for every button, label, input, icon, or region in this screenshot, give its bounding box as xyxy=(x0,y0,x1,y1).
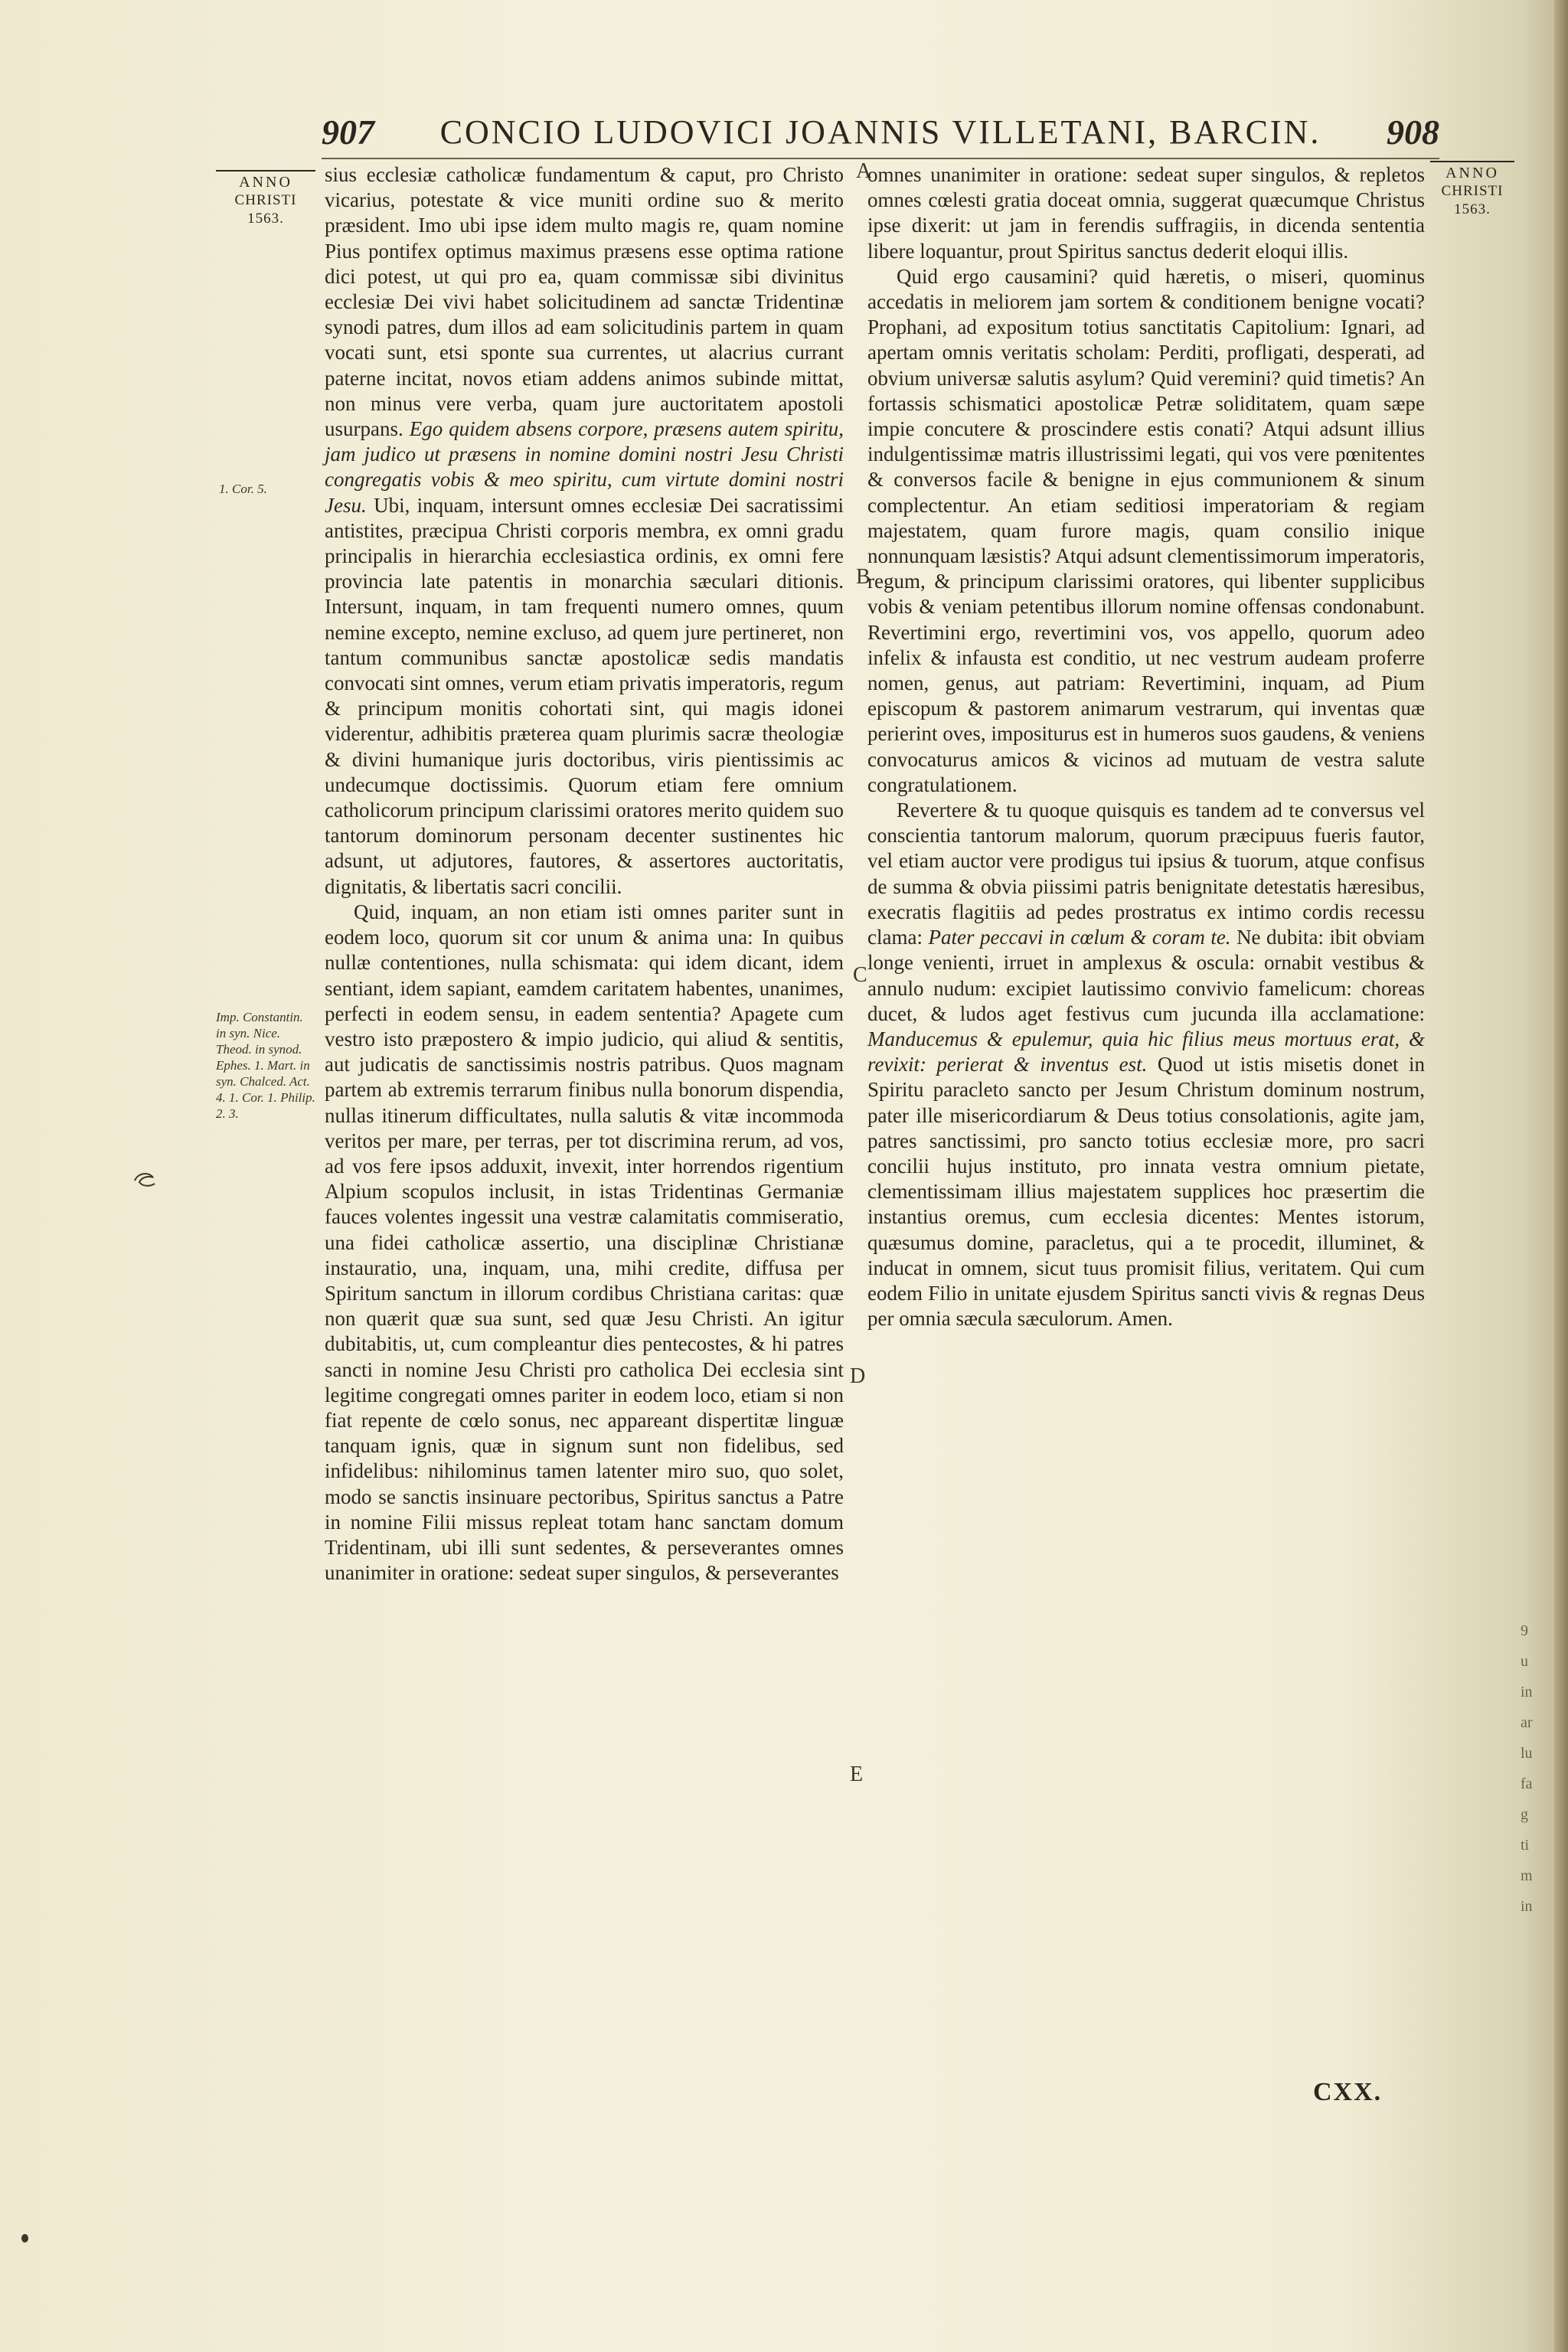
quote-corinthians: Ego quidem absens corpore, præsens autem spiritu, jam judico ut præsens in nomine domini nostri Jesu Christi congregatis vobis & meo spiritu, cum virtute domini nostri Jesu. xyxy=(325,417,844,517)
running-title: CONCIO LUDOVICI JOANNIS VILLETANI, BARCIN. xyxy=(439,113,1321,151)
page-number-right: 908 xyxy=(1387,112,1439,152)
book-binding-edge xyxy=(1554,0,1568,2352)
anno-christi-right: ANNO CHRISTI 1563. xyxy=(1430,161,1514,219)
section-letter-d: D xyxy=(850,1364,866,1388)
bleed-through-edge-text: 9 u in ar lu fa g ti m in xyxy=(1521,1622,1533,1915)
ink-mark-icon xyxy=(132,1170,158,1190)
quote-manducemus: Manducemus & epulemur, quia hic filius meus mortuus erat, & revixit: perierat & inventus est. xyxy=(867,1027,1425,1076)
section-letter-a: A xyxy=(856,159,872,183)
right-text-column xyxy=(867,162,1425,1331)
ink-dot xyxy=(21,2234,28,2243)
section-letter-b: B xyxy=(856,565,871,589)
margin-note-councils: Imp. Constantin. in syn. Nice. Theod. in synod. Ephes. 1. Mart. in syn. Chalced. Act. 4. 1. Cor. 1. Philip. 2. 3. xyxy=(216,1010,315,1121)
quote-pater-peccavi: Pater peccavi in cœlum & coram te. xyxy=(928,926,1231,949)
left-text-column xyxy=(325,162,844,1586)
header-rule xyxy=(322,158,1439,159)
left-paragraph-2: Quid, inquam, an non etiam isti omnes pariter sunt in eodem loco, quorum sit cor unum & anima una: In quibus nullæ contentiones, nulla schismata: qui idem dicant, idem sentiant, idem sapiant, eamdem caritatem habentes, unanimes, perfecti in eodem sensu, in eadem sententia? Apagete cum vestro isto præpostero & impio judicio, qui aliud & sentitis, aut judicatis de sanctissimis nostris patribus. Quos magnam partem ab extremis terrarum finibus nulla bonorum dispendia, nullas itinerum difficultates, nulla salutis & vitæ incommoda veritos per mare, per terras, per tot discrimina rerum, ad vos, ad vos fere ipsos adduxit, invexit, inter horrendos rigentium Alpium scopulos inclusit, in istas Tridentinas Germaniæ fauces volentes ingessit una vestræ calamitatis commiseratio, una fidei catholicæ assertio, una disciplinæ Christianæ instauratio, una, inquam, una, mihi credite, diffusa per Spiritum sanctum in illorum cordibus Christiana caritas: quæ non quærit quæ sua sunt, sed quæ Jesu Christi. An igitur dubitabitis, ut, cum compleantur dies pentecostes, & hi patres sancti in nomine Jesu Christi pro catholica Dei ecclesia sint legitime congregati omnes pariter in eodem loco, etiam si non fiat repente de cœlo sonus, nec appareant dispertitæ linguæ tanquam ignis, quæ in signum sunt non fidelibus, sed infidelibus: nihilominus tamen latenter miro suo, quo solet, modo se sanctis insinuare pectoribus, Spiritus sanctus a Patre in nomine Filii missus repleat totam hanc sanctam domum Tridentinam, ubi illi sunt sedentes, & perseverantes omnes unanimiter in oratione: sedeat super singulos, & perseverantes xyxy=(325,900,844,1585)
signature-mark: CXX. xyxy=(1313,2078,1383,2106)
margin-note-corinthians: 1. Cor. 5. xyxy=(219,482,267,496)
section-letter-e: E xyxy=(850,1762,864,1786)
right-paragraph-2: Quid ergo causamini? quid hæretis, o miseri, quominus accedatis in meliorem jam sortem & conditionem benigne vocati? Prophani, ad expositum totius sanctitatis Capitolium: Ignari, ad apertam omnis veritatis scholam: Perditi, profligati, desperati, ad obvium universæ salutis asylum? Quid veremini? quid timetis? An fortassis schismatici apostolicæ Petræ soliditatem, quam sæpe impie concutere & proscindere estis conati? Atqui adsunt illius indulgentissimæ matris illustrissimi legati, qui vos vere pœnitentes & conversos facile & benigne in ejus communionem & sinum complectentur. An etiam seditiosi imperatoriam & regiam majestatem, quam furore magis, quam consilio inique nonnunquam læsistis? Atqui adsunt clementissimorum imperatoris, regum, & principum clarissimi oratores, qui libenter supplicibus vobis & veniam petentibus illorum nomine offensas condonabunt. Revertimini ergo, revertimini vos, vos appello, quorum adeo infelix & infausta est conditio, ut nec vestrum audeam proferre nomen, genus, aut patriam: Revertimini, inquam, ad Pium episcopum & pastorem animarum vestrarum, qui inventas quæ perierint oves, impositurus est in humeros suos gaudens, & veniens convocaturus amicos & vicinos ad mutuam de vestra salute congratulationem. xyxy=(867,264,1425,796)
page-number-left: 907 xyxy=(322,112,374,152)
section-letter-c: C xyxy=(853,963,867,987)
right-paragraph-1: omnes unanimiter in oratione: sedeat super singulos, & repletos omnes cœlesti gratia doceat omnia, suggerat quæcumque Christus ipse dixerit: ut jam in ferendis suffragiis, in dicenda sententia libere loquantur, prout Spiritus sanctus dederit eloqui illis. xyxy=(867,163,1425,263)
left-paragraph-1: sius ecclesiæ catholicæ fundamentum & caput, pro Christo vicarius, potestate & vice muniti ordine suo & merito præsident. Imo ubi ipse idem multo magis re, quam nomine Pius pontifex optimus maximus præsens esse optima ratione dici potest, ut qui pro ea, quam commissæ sibi divinitus ecclesiæ Dei vivi habet solicitudinem ad sanctæ Tridentinæ synodi patres, dum illos ad eam solicitudinis partem in quam vocati sunt, etsi sponte sua currentes, ut alacrius currant paterne incitat, novos etiam addens animos subinde mittat, non minus vere verba, quam jure auctoritatem apostoli usurpans. Ego quidem absens corpore, præsens autem spiritu, jam judico ut præsens in nomine domini nostri Jesu Christi congregatis vobis & meo spiritu, cum virtute domini nostri Jesu. Ubi, inquam, intersunt omnes ecclesiæ Dei sacratissimi antistites, præcipua Christi corporis membra, ex omni gradu principalis in hierarchia ecclesiastica ordinis, ex omni fere provincia late patentis in monarchia sæculari ditionis. Intersunt, inquam, in tam frequenti numero omnes, quum nemine excepto, nemine excluso, ad quem jure pertineret, non tantum communibus sanctæ apostolicæ sedis mandatis convocati sint omnes, verum etiam privatis imperatoris, regum & principum monitis cohortati sint, qui magis idonei viderentur, adhibitis præterea quam plurimis sacræ theologiæ & divini humanique juris doctoribus, viris pientissimis ac undecumque doctissimis. Quorum etiam fere omnium catholicorum principum clarissimi oratores merito quidem suo tantorum dominorum personam decenter sustinentes hic adsunt, ut adjutores, fautores, & assertores auctoritatis, dignitatis, & libertatis sacri concilii. xyxy=(325,163,844,898)
right-paragraph-3: Revertere & tu quoque quisquis es tandem ad te conversus vel conscientia tantorum malorum, quorum præcipuus fueris fautor, vel etiam auctor vere prodigus tui ipsius & tuorum, atque confisus de summa & obvia piissimi patris benignitate detestatis hæresibus, execratis flagitiis ad pedes prostratus ex intimo cordis recessu clama: Pater peccavi in cœlum & coram te. Ne dubita: ibit obviam longe venienti, irruet in amplexus & oscula: ornabit vestibus & annulo nudum: excipiet lautissimo convivio famelicum: choreas ducet, & ludos aget festivus cum jucunda illa acclamatione: Manducemus & epulemur, quia hic filius meus mortuus erat, & revixit: perierat & inventus est. Quod ut istis misetis donet in Spiritu paracleto sancto per Jesum Christum dominum nostrum, pater ille misericordiarum & Deus totius consolationis, agite jam, patres sanctissimi, pro sancto totius ecclesiæ more, pro sacri concilii hujus instituto, pro innata vestra omnium pietate, clementissimam illius majestatem supplices hoc præsertim die instantius oremus, cum ecclesia dicentes: Mentes istorum, quæsumus domine, paracletus, qui a te procedit, illuminet, & inducat in omnem, sicut tuus promisit filius, veritatem. Qui cum eodem Filio in unitate ejusdem Spiritus sancti vivis & regnas Deus per omnia sæcula sæculorum. Amen. xyxy=(867,799,1425,1331)
running-header xyxy=(322,109,1439,155)
anno-christi-left: ANNO CHRISTI 1563. xyxy=(216,170,315,228)
